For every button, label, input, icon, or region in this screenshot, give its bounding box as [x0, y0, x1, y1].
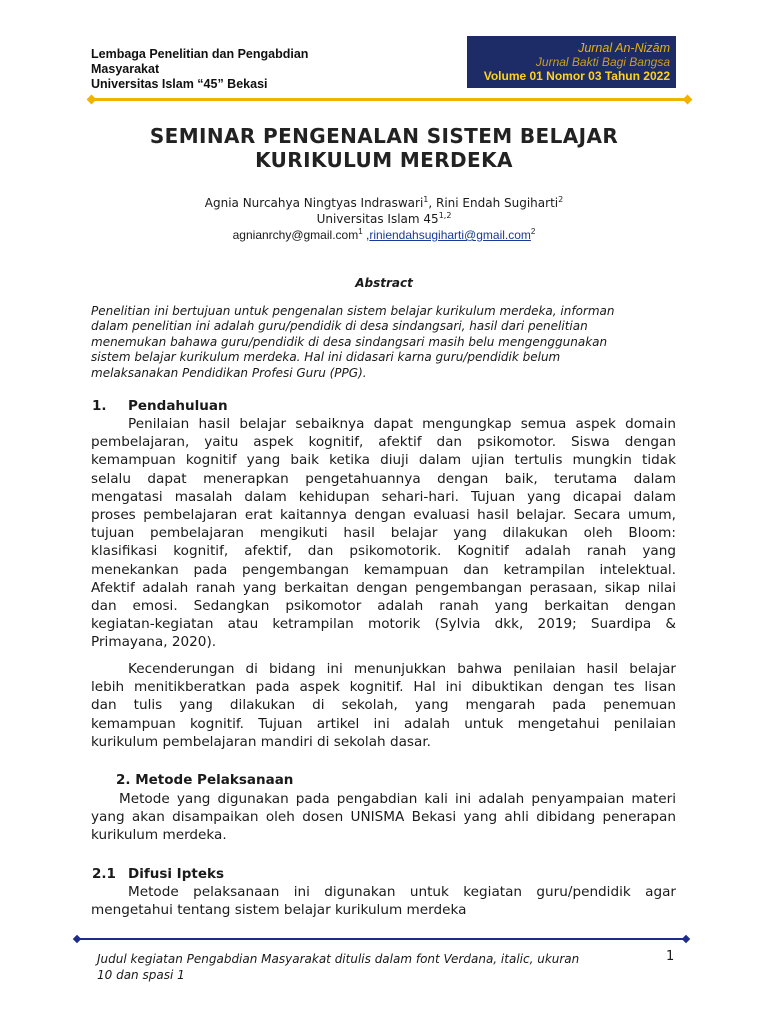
section-heading-method: 2. Metode Pelaksanaan: [116, 772, 294, 788]
footer-rule: [78, 938, 686, 940]
abstract-line: sistem belajar kurikulum merdeka. Hal ini didasari karna guru/pendidik belum: [91, 350, 561, 365]
diffusion-paragraph: [91, 883, 676, 919]
header-rule: [93, 98, 685, 101]
body-line: proses pembelajaran erat kaitannya dengan evaluasi hasil belajar. Secara umum,: [91, 507, 676, 524]
abstract-text: [91, 304, 676, 381]
institution-line: Universitas Islam “45” Bekasi: [91, 77, 268, 91]
subsection-heading-diffusion: Difusi Ipteks: [128, 866, 224, 882]
journal-name: Jurnal An-Nizām: [578, 41, 670, 55]
abstract-line: dalam penelitian ini adalah guru/pendidik di desa sindangsari, hasil dari penelitian: [91, 319, 588, 334]
body-line: Afektif adalah ranah yang berkaitan dengan pengembangan perasaan, sikap nilai: [91, 579, 676, 596]
body-line: kegiatan-kegiatan atau ketrampilan motorik (Sylvia dkk, 2019; Suardipa &: [91, 616, 676, 633]
footer-note-line: Judul kegiatan Pengabdian Masyarakat ditulis dalam font Verdana, italic, ukuran: [97, 952, 580, 966]
intro-paragraph-1: [91, 415, 676, 652]
body-line: dan tulis yang dilakukan di sekolah, yang mengarah pada penemuan: [91, 697, 676, 714]
body-line: selalu dapat menerapkan pengetahuannya dengan baik, terutama dalam: [91, 470, 676, 487]
subsection-number: 2.1: [92, 866, 116, 882]
intro-paragraph-2: [91, 660, 676, 751]
section-heading-intro: Pendahuluan: [128, 398, 228, 414]
abstract-line: Penelitian ini bertujuan untuk pengenalan sistem belajar kurikulum merdeka, informan: [91, 304, 615, 318]
body-line: tujuan pembelajaran mengikuti hasil belajar yang dilakukan oleh Bloom:: [91, 525, 676, 542]
author-affiliation: Universitas Islam 45$^{1,2}$: [316, 211, 452, 226]
journal-subtitle: Jurnal Bakti Bagi Bangsa: [535, 55, 670, 69]
institution-line: Masyarakat: [91, 62, 160, 76]
institution-block: [91, 47, 391, 92]
abstract-line: melaksanakan Pendidikan Profesi Guru (PPG).: [91, 365, 367, 380]
header-rule-dot-left: [87, 95, 97, 105]
footer-rule-dot-left: [73, 935, 81, 943]
body-line: yang akan disampaikan oleh dosen UNISMA Bekasi yang ahli dibidang penerapan: [91, 809, 676, 826]
email-2-link[interactable]: riniendahsugiharti@gmail.com: [369, 228, 531, 242]
footer-note: [97, 951, 637, 983]
body-line: klasifikasi kognitif, afektif, dan psikomotorik. Kognitif adalah ranah yang: [91, 543, 676, 560]
body-line: mengatasi masalah dalam kehidupan sehari-hari. Tujuan yang dicapai dalam: [91, 488, 676, 505]
institution-line: Lembaga Penelitian dan Pengabdian: [91, 47, 309, 61]
paper-title: [0, 124, 768, 172]
body-line: lebih menitikberatkan pada aspek kognitif. Hal ini dibuktikan dengan tes lisan: [91, 679, 676, 696]
body-line: Primayana, 2020).: [91, 634, 217, 651]
abstract-title: Abstract: [355, 276, 413, 290]
body-line: kurikulum merdeka.: [91, 827, 227, 844]
body-line: mengetahui tentang sistem belajar kurikulum merdeka: [91, 902, 467, 919]
author-names: Agnia Nurcahya Ningtyas Indraswari$^1$, Rini Endah Sugiharti$^2$: [204, 195, 564, 210]
author-block: [0, 195, 768, 243]
body-line: dan emosi. Sedangkan psikomotor adalah ranah yang berkaitan dengan: [91, 598, 676, 615]
method-paragraph: [91, 790, 676, 845]
journal-volume: Volume 01 Nomor 03 Tahun 2022: [483, 69, 670, 83]
body-line: kurikulum pembelajaran mandiri di sekolah dasar.: [91, 733, 431, 750]
footer-note-line: 10 dan spasi 1: [97, 968, 185, 982]
body-line: Metode pelaksanaan ini digunakan untuk kegiatan guru/pendidik agar: [128, 884, 676, 900]
title-line: SEMINAR PENGENALAN SISTEM BELAJAR: [149, 124, 619, 148]
journal-banner: [467, 36, 676, 88]
body-line: Metode yang digunakan pada pengabdian kali ini adalah penyampaian materi: [119, 791, 676, 807]
body-line: Penilaian hasil belajar sebaiknya dapat mengungkap semua aspek domain: [128, 416, 676, 432]
title-line: KURIKULUM MERDEKA: [255, 148, 513, 172]
footer-rule-dot-right: [682, 935, 690, 943]
header-rule-dot-right: [683, 95, 693, 105]
email-1: agnianrchy@gmail.com: [232, 228, 359, 242]
body-line: menekankan pada pengembangan kemampuan dan ketrampilan intelektual.: [91, 561, 676, 578]
abstract-line: menemukan bahawa guru/pendidik di desa sindangsari masih belu mengenggunakan: [91, 334, 608, 349]
section-number: 1.: [92, 398, 107, 414]
body-line: kemampuan kognitif yang baik ketika diuji dalam ujian tertulis mungkin tidak: [91, 452, 676, 469]
body-line: pembelajaran, yaitu aspek kognitif, afektif dan psikomotor. Siswa dengan: [91, 434, 676, 451]
page-number: 1: [666, 949, 675, 964]
body-line: Kecenderungan di bidang ini menunjukkan bahwa penilaian hasil belajar: [128, 661, 676, 677]
author-emails: agnianrchy@gmail.com$^1$ ,riniendahsugiharti@gmail.com$^2$: [232, 227, 536, 242]
body-line: kemampuan kognitif. Tujuan artikel ini adalah untuk mengetahui penilaian: [91, 715, 676, 732]
